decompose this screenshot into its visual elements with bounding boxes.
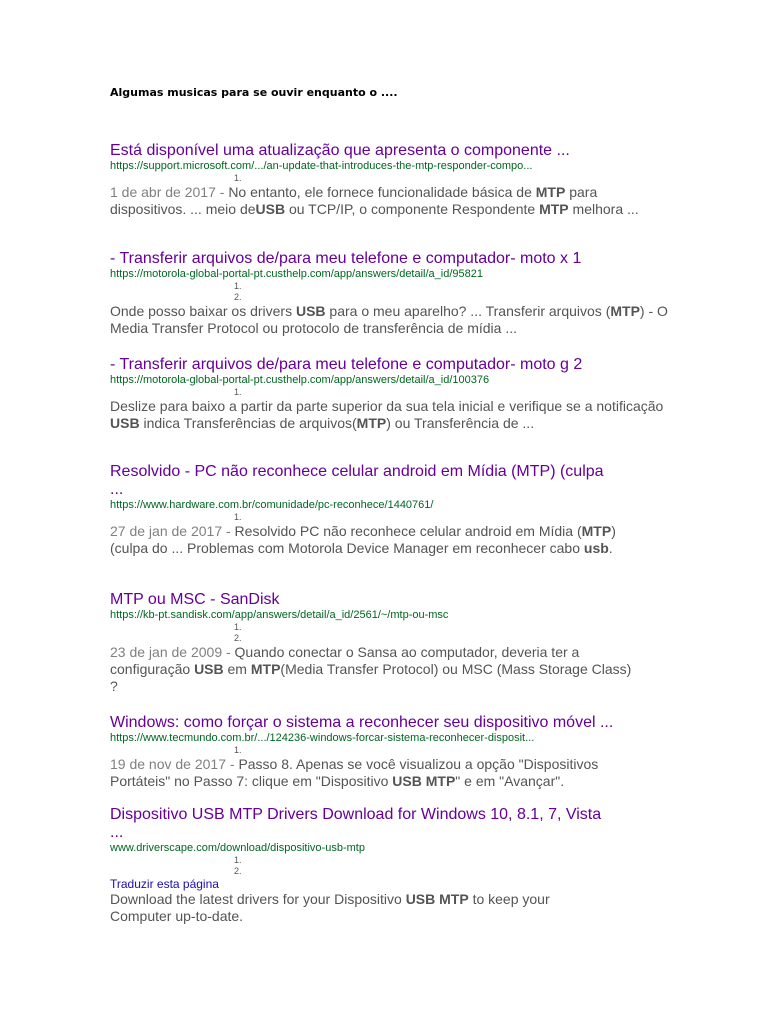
result-title-link[interactable]: - Transferir arquivos de/para meu telefone e computador- moto x 1 — [110, 250, 582, 267]
result-menu-list — [234, 622, 670, 644]
search-result — [110, 250, 670, 337]
result-title-link[interactable]: Está disponível uma atualização que apresenta o componente ... — [110, 142, 570, 159]
snippet-text: melhora ... — [568, 201, 639, 217]
result-snippet — [110, 398, 670, 432]
search-result — [110, 591, 670, 695]
result-url[interactable]: https://www.hardware.com.br/comunidade/pc-reconhece/1440761/ — [110, 499, 434, 511]
snippet-keyword: MTP — [356, 415, 387, 431]
result-title-link[interactable]: - Transferir arquivos de/para meu telefone e computador- moto g 2 — [110, 356, 583, 373]
result-date: 1 de abr de 2017 - — [110, 184, 229, 200]
snippet-text: indica Transferências de arquivos( — [139, 415, 357, 431]
result-snippet — [110, 184, 670, 218]
snippet-text: em — [223, 661, 251, 677]
result-snippet — [110, 756, 660, 790]
snippet-text: Resolvido PC não reconhece celular android em Mídia ( — [234, 523, 582, 539]
snippet-text: . — [608, 540, 613, 556]
result-menu-list — [234, 855, 610, 877]
snippet-keyword: MTP — [581, 523, 612, 539]
list-number: 1. — [234, 512, 242, 522]
result-title-link[interactable]: MTP ou MSC - SanDisk — [110, 591, 280, 608]
search-result — [110, 142, 670, 218]
result-title-link[interactable]: Dispositivo USB MTP Drivers Download for Windows 10, 8.1, 7, Vista ... — [110, 806, 602, 841]
list-number: 1. — [234, 745, 242, 755]
result-title-link[interactable]: Windows: como forçar o sistema a reconhecer seu dispositivo móvel ... — [110, 714, 614, 731]
search-result — [110, 356, 670, 432]
result-snippet — [110, 523, 650, 557]
result-date: 27 de jan de 2017 - — [110, 523, 235, 539]
snippet-keyword: USB — [194, 661, 224, 677]
snippet-keyword: usb — [583, 540, 609, 556]
snippet-keyword: MTP — [250, 661, 281, 677]
result-url[interactable]: https://kb-pt.sandisk.com/app/answers/detail/a_id/2561/~/mtp-ou-msc — [110, 609, 449, 621]
result-date: 23 de jan de 2009 - — [110, 644, 235, 660]
snippet-text: ) (culpa do ... Problemas com Motorola Device Manager em reconhecer cabo — [110, 523, 616, 556]
snippet-keyword: MTP — [539, 201, 569, 217]
snippet-text: Download the latest drivers for your Dispositivo — [110, 891, 406, 907]
list-number: 1. — [234, 622, 242, 632]
snippet-text: to keep your Computer up-to-date. — [110, 891, 550, 924]
snippet-text: ) ou Transferência de ... — [386, 415, 535, 431]
snippet-text: ) - O Media Transfer Protocol ou protocolo de transferência de mídia ... — [110, 303, 668, 336]
snippet-keyword: USB — [255, 201, 286, 217]
translate-page-link[interactable]: Traduzir esta página — [110, 877, 219, 891]
snippet-text: No entanto, ele fornece funcionalidade básica de — [228, 184, 536, 200]
result-menu-list — [234, 745, 670, 756]
page-heading: Algumas musicas para se ouvir enquanto o .... — [110, 86, 398, 99]
list-number: 2. — [234, 866, 242, 876]
snippet-keyword: USB MTP — [405, 891, 469, 907]
snippet-keyword: USB — [295, 303, 326, 319]
list-number: 1. — [234, 387, 242, 397]
result-title-link[interactable]: Resolvido - PC não reconhece celular android em Mídia (MTP) (culpa ... — [110, 463, 604, 498]
snippet-text: ou TCP/IP, o componente Respondente — [285, 201, 540, 217]
result-url[interactable]: www.driverscape.com/download/dispositivo-usb-mtp — [110, 842, 365, 854]
list-number: 1. — [234, 281, 242, 291]
result-menu-list — [234, 512, 610, 523]
result-date: 19 de nov de 2017 - — [110, 756, 239, 772]
snippet-text: Quando conectar o Sansa ao computador, deveria ter a configuração — [110, 644, 580, 677]
snippet-text: Deslize para baixo a partir da parte superior da sua tela inicial e verifique se a notificação — [110, 398, 664, 414]
snippet-text: Passo 8. Apenas se você visualizou a opção "Dispositivos Portáteis" no Passo 7: clique em "Dispositivo — [110, 756, 599, 789]
result-menu-list — [234, 281, 670, 303]
result-url[interactable]: https://www.tecmundo.com.br/.../124236-windows-forcar-sistema-reconhecer-disposit... — [110, 732, 535, 744]
search-result — [110, 463, 616, 557]
result-url[interactable]: https://motorola-global-portal-pt.custhelp.com/app/answers/detail/a_id/95821 — [110, 268, 483, 280]
result-url[interactable]: https://support.microsoft.com/.../an-update-that-introduces-the-mtp-responder-compo... — [110, 160, 533, 172]
snippet-text: (Media Transfer Protocol) ou MSC (Mass Storage Class) ? — [110, 661, 632, 694]
snippet-text: " e em "Avançar". — [455, 773, 565, 789]
result-menu-list — [234, 387, 670, 398]
result-snippet — [110, 303, 670, 337]
search-result — [110, 714, 670, 790]
snippet-text: Onde posso baixar os drivers — [110, 303, 296, 319]
list-number: 2. — [234, 633, 242, 643]
snippet-keyword: USB — [110, 415, 140, 431]
list-number: 2. — [234, 292, 242, 302]
snippet-text: para dispositivos. ... meio de — [110, 184, 598, 217]
search-result — [110, 806, 610, 925]
snippet-text: para o meu aparelho? ... Transferir arquivos ( — [325, 303, 611, 319]
result-snippet — [110, 644, 640, 695]
snippet-keyword: MTP — [610, 303, 640, 319]
snippet-keyword: MTP — [535, 184, 566, 200]
result-url[interactable]: https://motorola-global-portal-pt.custhelp.com/app/answers/detail/a_id/100376 — [110, 374, 490, 386]
result-snippet — [110, 891, 610, 925]
list-number: 1. — [234, 173, 242, 183]
result-menu-list — [234, 173, 670, 184]
list-number: 1. — [234, 855, 242, 865]
snippet-keyword: USB MTP — [392, 773, 456, 789]
